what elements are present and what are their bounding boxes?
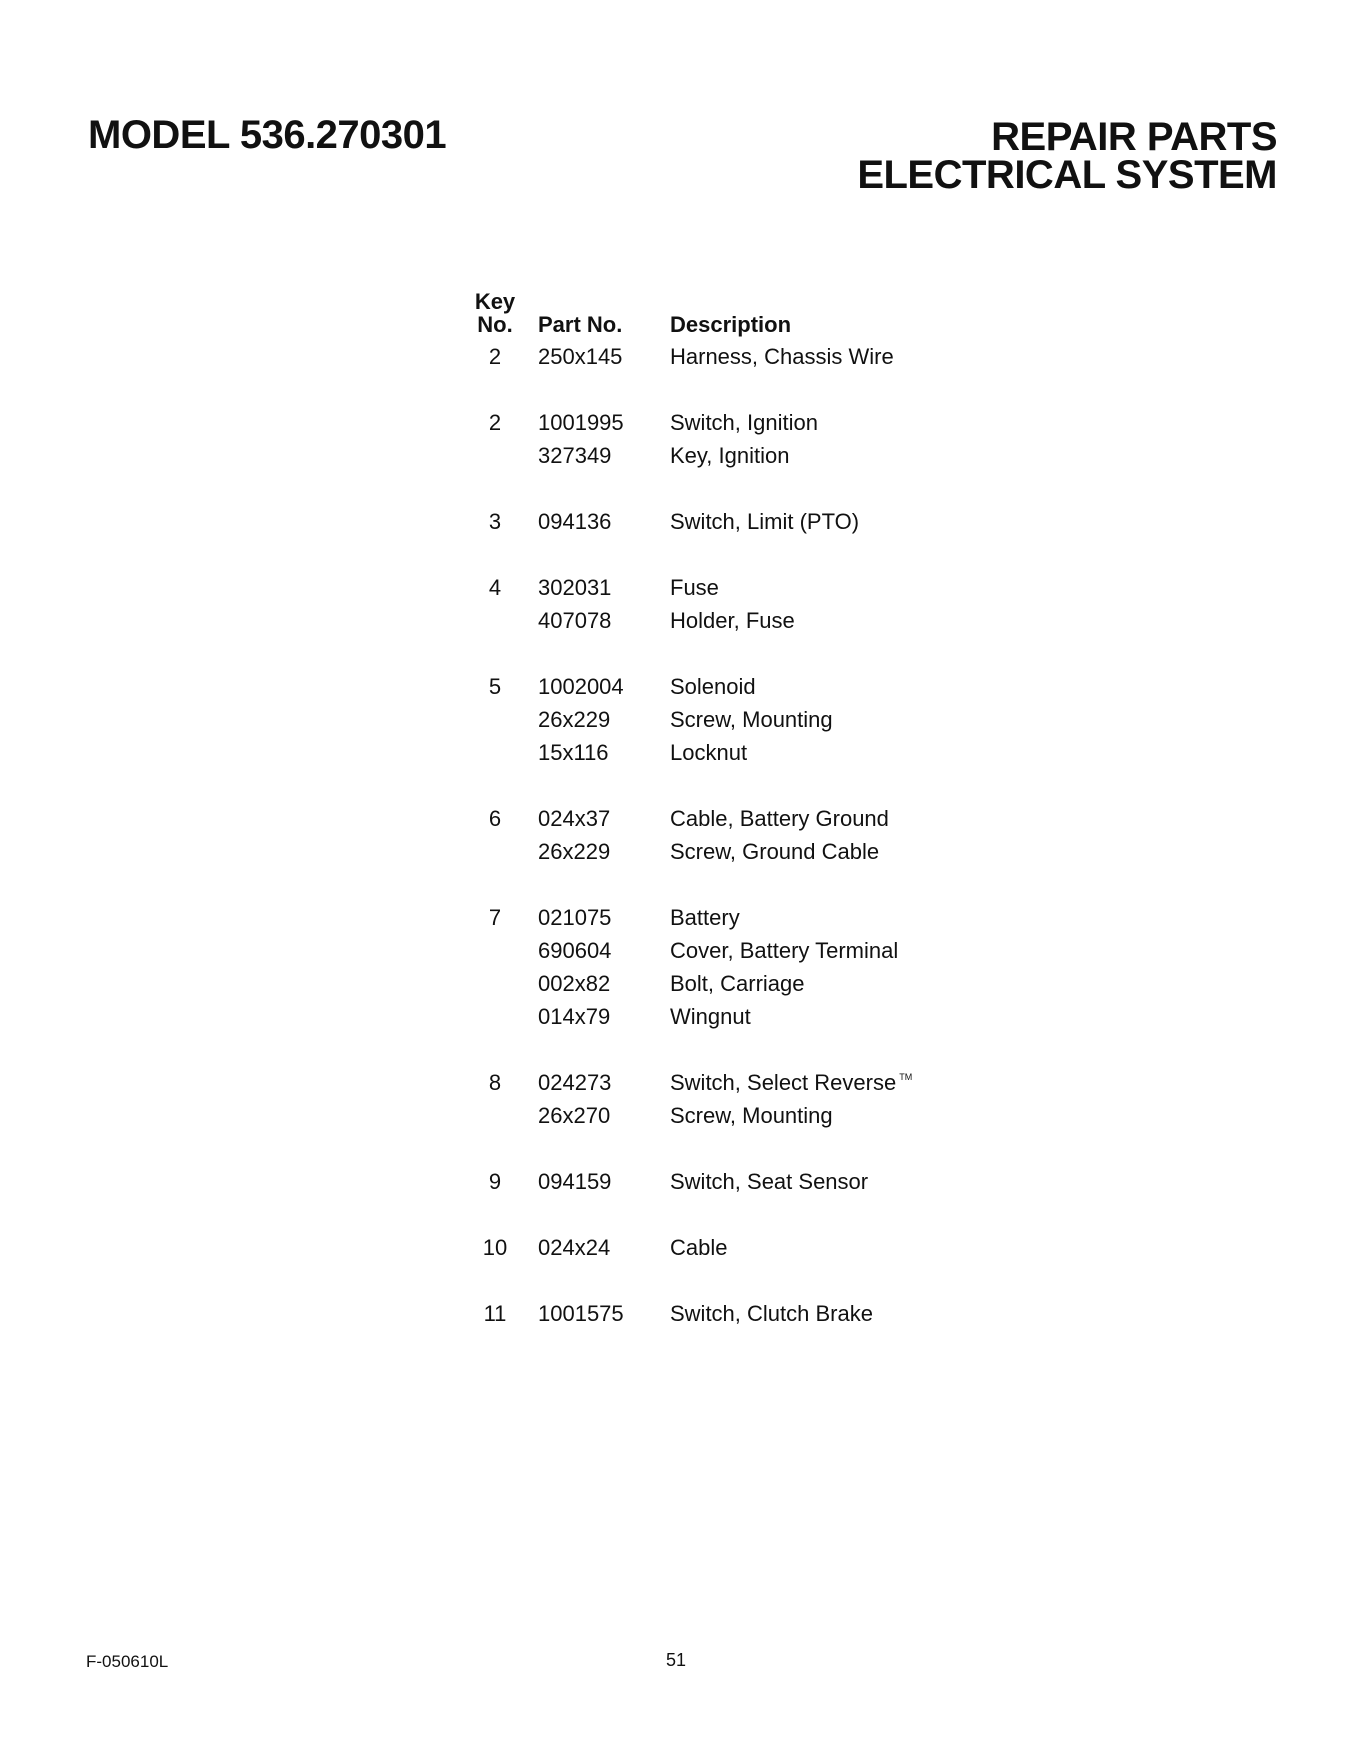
part-number: 014x79 <box>538 1004 611 1029</box>
group-spacer <box>452 868 972 901</box>
part-description-text: Cable <box>670 1235 728 1260</box>
part-description-text: Screw, Mounting <box>670 1103 833 1128</box>
part-number: 094136 <box>538 509 612 534</box>
group-spacer <box>452 373 972 406</box>
part-description <box>670 1066 972 1099</box>
table-row <box>452 736 972 769</box>
table-row <box>452 571 972 604</box>
key-number <box>452 1000 538 1033</box>
key-number <box>452 604 538 637</box>
table-row <box>452 604 972 637</box>
part-description <box>670 505 972 538</box>
part-description <box>670 1297 972 1330</box>
key-number: 8 <box>488 1070 502 1095</box>
key-number: 9 <box>488 1169 502 1194</box>
parts-table-body <box>452 340 972 1330</box>
table-row <box>452 703 972 736</box>
parts-table-header <box>452 290 972 340</box>
key-number: 10 <box>482 1235 508 1260</box>
group-spacer <box>452 1033 972 1066</box>
part-no-header: Part No. <box>538 312 623 337</box>
key-number: 11 <box>483 1301 507 1326</box>
part-number: 26x229 <box>538 707 611 732</box>
part-description-text: Battery <box>670 905 740 930</box>
description-header: Description <box>670 312 792 337</box>
key-number <box>452 439 538 472</box>
part-description-text: Harness, Chassis Wire <box>670 344 894 369</box>
part-description-text: Switch, Select Reverse <box>670 1070 897 1095</box>
key-no-header-line2: No. <box>477 312 513 337</box>
trademark-mark: TM <box>899 1072 913 1082</box>
part-description-text: Fuse <box>670 575 719 600</box>
part-number: 26x270 <box>538 1103 611 1128</box>
key-number: 3 <box>488 509 502 534</box>
section-title-line2: ELECTRICAL SYSTEM <box>857 153 1277 197</box>
part-number: 024273 <box>538 1070 612 1095</box>
table-row <box>452 670 972 703</box>
key-number <box>452 835 538 868</box>
table-row <box>452 439 972 472</box>
parts-table <box>452 290 972 1330</box>
page-number: 51 <box>666 1650 687 1670</box>
group-spacer <box>452 538 972 571</box>
table-row <box>452 1297 972 1330</box>
part-number: 002x82 <box>538 971 611 996</box>
key-number: 7 <box>488 905 502 930</box>
table-row <box>452 802 972 835</box>
part-description-text: Key, Ignition <box>670 443 790 468</box>
part-description-text: Holder, Fuse <box>670 608 795 633</box>
part-description-text: Screw, Ground Cable <box>670 839 880 864</box>
table-row <box>452 1231 972 1264</box>
section-title <box>857 115 1277 197</box>
part-description <box>670 835 972 868</box>
table-row <box>452 901 972 934</box>
part-number: 250x145 <box>538 344 623 369</box>
part-description <box>670 1165 972 1198</box>
group-spacer <box>452 472 972 505</box>
part-description-text: Switch, Limit (PTO) <box>670 509 860 534</box>
part-description <box>670 571 972 604</box>
group-spacer <box>452 1264 972 1297</box>
part-description <box>670 802 972 835</box>
group-spacer <box>452 1132 972 1165</box>
part-number: 021075 <box>538 905 612 930</box>
form-code: F-050610L <box>86 1652 169 1671</box>
part-description <box>670 406 972 439</box>
part-description <box>670 340 972 373</box>
part-number: 1001995 <box>538 410 624 435</box>
part-number: 1002004 <box>538 674 624 699</box>
group-spacer <box>452 769 972 802</box>
group-spacer <box>452 1198 972 1231</box>
section-title-line1: REPAIR PARTS <box>991 115 1277 159</box>
part-description <box>670 1000 972 1033</box>
part-number: 407078 <box>538 608 612 633</box>
model-title: MODEL 536.270301 <box>88 113 447 157</box>
key-number: 6 <box>488 806 502 831</box>
table-row <box>452 1066 972 1099</box>
part-description-text: Switch, Seat Sensor <box>670 1169 869 1194</box>
key-number <box>452 934 538 967</box>
part-number: 690604 <box>538 938 612 963</box>
key-no-header-line1: Key <box>474 289 516 314</box>
part-description <box>670 901 972 934</box>
table-row <box>452 340 972 373</box>
part-number: 094159 <box>538 1169 612 1194</box>
table-row <box>452 1099 972 1132</box>
key-number: 2 <box>488 344 502 369</box>
key-number <box>452 967 538 1000</box>
table-row <box>452 505 972 538</box>
part-number: 024x37 <box>538 806 611 831</box>
part-description-text: Locknut <box>670 740 748 765</box>
part-description <box>670 604 972 637</box>
table-row <box>452 1000 972 1033</box>
part-description <box>670 1231 972 1264</box>
part-description <box>670 967 972 1000</box>
part-description-text: Screw, Mounting <box>670 707 833 732</box>
key-number: 2 <box>488 410 502 435</box>
part-description-text: Cable, Battery Ground <box>670 806 889 831</box>
part-description-text: Wingnut <box>670 1004 751 1029</box>
part-description-text: Bolt, Carriage <box>670 971 805 996</box>
table-row <box>452 967 972 1000</box>
part-description <box>670 670 972 703</box>
key-number: 4 <box>488 575 502 600</box>
part-description-text: Switch, Clutch Brake <box>670 1301 873 1326</box>
table-row <box>452 1165 972 1198</box>
part-number: 15x116 <box>538 740 609 765</box>
group-spacer <box>452 637 972 670</box>
part-description <box>670 439 972 472</box>
part-number: 26x229 <box>538 839 611 864</box>
part-number: 327349 <box>538 443 612 468</box>
table-row <box>452 406 972 439</box>
key-no-header <box>452 290 538 340</box>
part-description <box>670 703 972 736</box>
part-number: 1001575 <box>538 1301 624 1326</box>
table-row <box>452 835 972 868</box>
part-number: 302031 <box>538 575 612 600</box>
part-description-text: Solenoid <box>670 674 756 699</box>
part-description <box>670 736 972 769</box>
key-number <box>452 703 538 736</box>
part-description <box>670 1099 972 1132</box>
key-number: 5 <box>488 674 502 699</box>
part-description <box>670 934 972 967</box>
part-description-text: Switch, Ignition <box>670 410 818 435</box>
key-number <box>452 736 538 769</box>
key-number <box>452 1099 538 1132</box>
part-description-text: Cover, Battery Terminal <box>670 938 899 963</box>
table-row <box>452 934 972 967</box>
part-number: 024x24 <box>538 1235 611 1260</box>
